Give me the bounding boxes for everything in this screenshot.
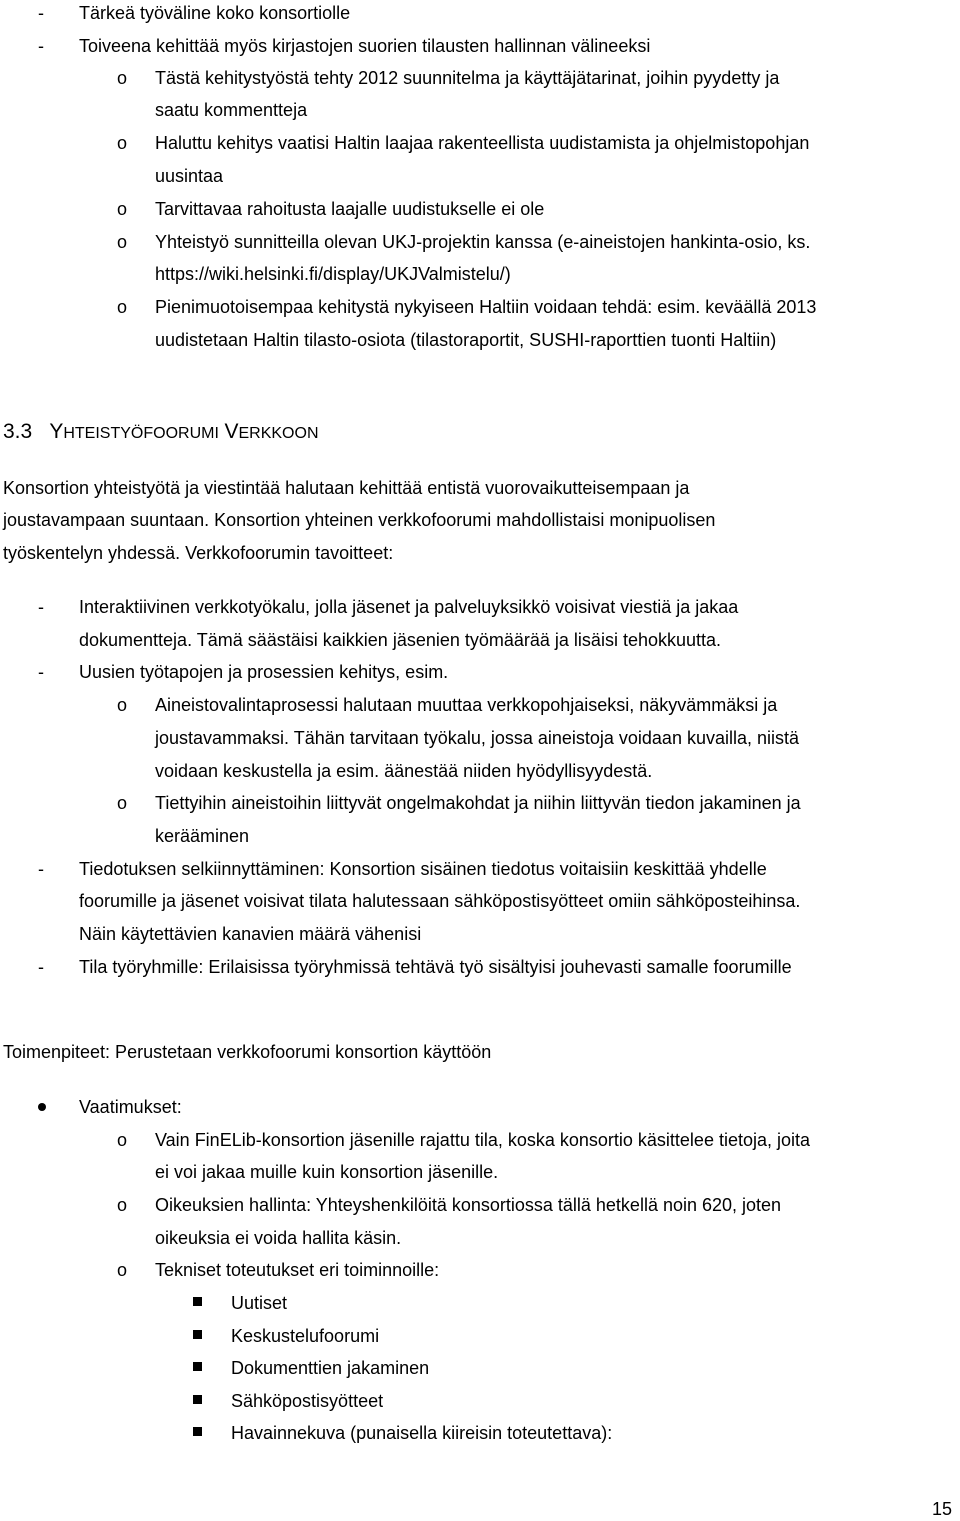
list-item: Toiveena kehittää myös kirjastojen suorien tilausten hallinnan välineeksi <box>79 36 651 56</box>
section-title-rest-2: ERKKOON <box>238 425 319 442</box>
circle-marker: o <box>117 297 128 317</box>
section-title-initial-2: V <box>224 420 239 443</box>
dash-marker: - <box>38 36 44 56</box>
requirement-line: oikeuksia ei voida hallita käsin. <box>155 1228 402 1248</box>
circle-marker: o <box>117 1130 128 1150</box>
square-bullet-icon <box>193 1427 202 1436</box>
sub-item-line: Yhteistyö sunnitteilla olevan UKJ-projektin kanssa (e-aineistojen hankinta-osio, ks. <box>155 232 811 252</box>
paragraph-line: Konsortion yhteistyötä ja viestintää halutaan kehittää entistä vuorovaikutteisempaan ja <box>3 478 690 498</box>
section-number-main: 3. <box>3 420 21 443</box>
section-title-initial: Y <box>49 420 64 443</box>
section-number-sub: 3 <box>20 420 33 443</box>
dash-marker: - <box>38 597 44 617</box>
dash-marker: - <box>38 859 44 879</box>
circle-marker: o <box>117 1195 128 1215</box>
sub-item-line: uusintaa <box>155 166 224 186</box>
paragraph-line: joustavampaan suuntaan. Konsortion yhteinen verkkofoorumi mahdollistaisi monipuolisen <box>3 510 716 530</box>
goal-line: Uusien työtapojen ja prosessien kehitys, esim. <box>79 662 449 682</box>
sub-item-line: uudistetaan Haltin tilasto-osiota (tilastoraportit, SUSHI-raporttien tuonti Haltiin) <box>155 330 777 350</box>
sub-item-line: Pienimuotoisempaa kehitystä nykyiseen Haltiin voidaan tehdä: esim. keväällä 2013 <box>155 297 817 317</box>
circle-marker: o <box>117 199 128 219</box>
dash-marker: - <box>38 662 44 682</box>
paragraph-line: työskentelyn yhdessä. Verkkofoorumin tavoitteet: <box>3 543 394 563</box>
circle-marker: o <box>117 133 128 153</box>
goal-line: Tila työryhmille: Erilaisissa työryhmissä tehtävä työ sisältyisi jouhevasti samalle foorumille <box>79 957 792 977</box>
page-number: 15 <box>932 1499 953 1519</box>
square-bullet-icon <box>193 1330 202 1339</box>
goal-line: Näin käytettävien kanavien määrä vähenisi <box>79 924 422 944</box>
tech-item: Sähköpostisyötteet <box>231 1391 384 1411</box>
sub-item-line: Tästä kehitystyöstä tehty 2012 suunnitelma ja käyttäjätarinat, joihin pyydetty ja <box>155 68 780 88</box>
tech-item: Dokumenttien jakaminen <box>231 1358 430 1378</box>
requirement-line: Tekniset toteutukset eri toiminnoille: <box>155 1260 440 1280</box>
dash-marker: - <box>38 3 44 23</box>
tech-item: Keskustelufoorumi <box>231 1326 380 1346</box>
goal-sub-line: Aineistovalintaprosessi halutaan muuttaa verkkopohjaiseksi, näkyvämmäksi ja <box>155 695 778 715</box>
actions-line: Toimenpiteet: Perustetaan verkkofoorumi konsortion käyttöön <box>3 1042 492 1062</box>
goal-line: Tiedotuksen selkiinnyttäminen: Konsortion sisäinen tiedotus voitaisiin keskittää yhdelle <box>79 859 767 879</box>
list-item: Tärkeä työväline koko konsortiolle <box>79 3 351 23</box>
goal-sub-line: voidaan keskustella ja esim. äänestää niiden hyödyllisyydestä. <box>155 761 653 781</box>
goal-sub-line: kerääminen <box>155 826 250 846</box>
section-heading <box>3 418 319 446</box>
goal-sub-line: Tiettyihin aineistoihin liittyvät ongelmakohdat ja niihin liittyvän tiedon jakaminen ja <box>155 793 801 813</box>
requirement-line: ei voi jakaa muille kuin konsortion jäsenille. <box>155 1162 499 1182</box>
square-bullet-icon <box>193 1297 202 1306</box>
goal-line: foorumille ja jäsenet voisivat tilata halutessaan sähköpostisyötteet omiin sähköposteihinsa. <box>79 891 801 911</box>
circle-marker: o <box>117 695 128 715</box>
tech-item: Uutiset <box>231 1293 288 1313</box>
requirement-line: Vain FinELib-konsortion jäsenille rajattu tila, koska konsortio käsittelee tietoja, joita <box>155 1130 811 1150</box>
bullet-dot-icon <box>38 1103 46 1111</box>
requirements-label: Vaatimukset: <box>79 1097 182 1117</box>
requirement-line: Oikeuksien hallinta: Yhteyshenkilöitä konsortiossa tällä hetkellä noin 620, joten <box>155 1195 782 1215</box>
circle-marker: o <box>117 793 128 813</box>
tech-item: Havainnekuva (punaisella kiireisin toteutettava): <box>231 1423 613 1443</box>
square-bullet-icon <box>193 1362 202 1371</box>
circle-marker: o <box>117 232 128 252</box>
circle-marker: o <box>117 1260 128 1280</box>
dash-marker: - <box>38 957 44 977</box>
sub-item-line: Tarvittavaa rahoitusta laajalle uudistukselle ei ole <box>155 199 545 219</box>
square-bullet-icon <box>193 1395 202 1404</box>
circle-marker: o <box>117 68 128 88</box>
sub-item-line: saatu kommentteja <box>155 100 308 120</box>
goal-line: Interaktiivinen verkkotyökalu, jolla jäsenet ja palveluyksikkö voisivat viestiä ja jakaa <box>79 597 739 617</box>
sub-item-link-line: https://wiki.helsinki.fi/display/UKJValmistelu/) <box>155 264 511 284</box>
goal-sub-line: joustavammaksi. Tähän tarvitaan työkalu, jossa aineistoja voidaan kuvailla, niistä <box>155 728 800 748</box>
section-title-rest: HTEISTYÖFOORUMI <box>63 425 219 442</box>
sub-item-line: Haluttu kehitys vaatisi Haltin laajaa rakenteellista uudistamista ja ohjelmistopohjan <box>155 133 810 153</box>
goal-line: dokumentteja. Tämä säästäisi kaikkien jäsenien työmäärää ja lisäisi tehokkuutta. <box>79 630 722 650</box>
